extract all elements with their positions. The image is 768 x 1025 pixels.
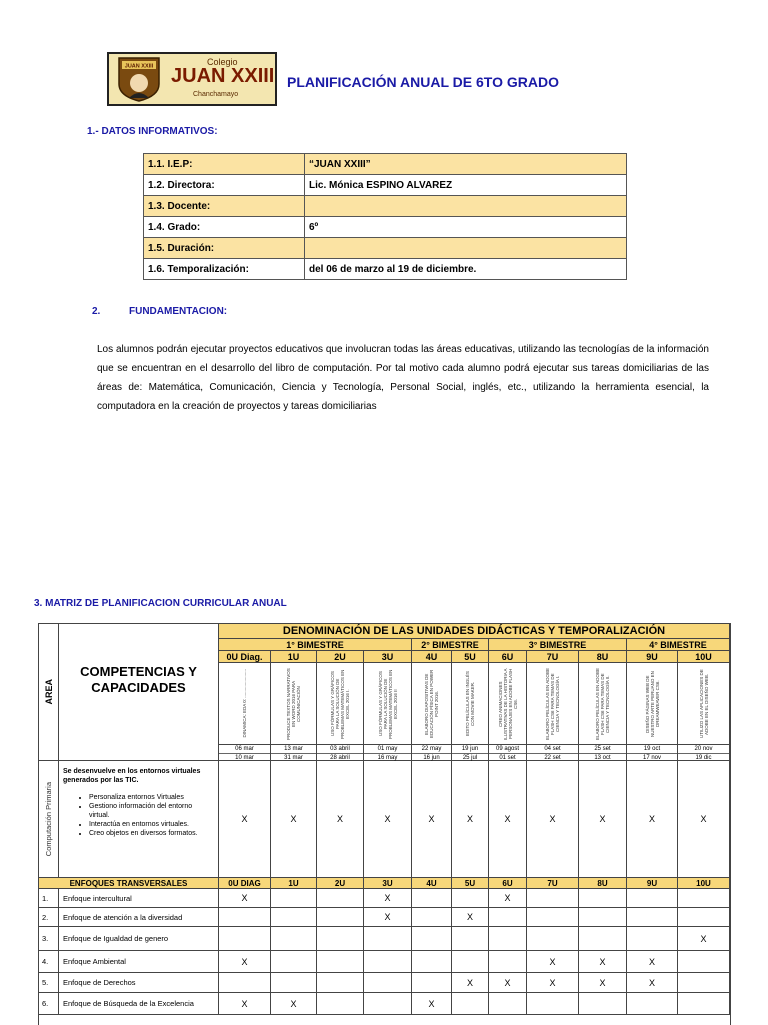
enfoque-mark (452, 993, 489, 1015)
capacidad-item: • Interactúa en entornos virtuales. (89, 820, 214, 829)
fecha-cell (412, 745, 452, 761)
enfoque-unidad-header: 3U (364, 878, 412, 889)
actividad-cell (527, 663, 579, 745)
enfoque-mark: X (271, 993, 317, 1015)
enfoque-num: 1. (39, 889, 59, 908)
competencia-mark: X (579, 761, 627, 878)
enfoque-mark: X (412, 993, 452, 1015)
enfoque-mark (627, 993, 678, 1015)
actividad-label: CREO ANIMACIONES ILUSTRATIVAS DE LA HISTORIA A PERSONAJES EN ADOBE FLASH CS6. (497, 667, 518, 740)
section-3-heading: 3. MATRIZ DE PLANIFICACION CURRICULAR ANUAL (34, 598, 287, 609)
enfoque-unidad-header: 1U (271, 878, 317, 889)
fecha-inicio: 25 set (579, 745, 626, 754)
enfoque-num: 4. (39, 951, 59, 973)
unidad-header: 0U Diag. (219, 651, 271, 663)
unidad-header: 1U (271, 651, 317, 663)
datos-value: 6º (305, 217, 627, 238)
unidad-header: 9U (627, 651, 678, 663)
fecha-cell (271, 745, 317, 761)
actividad-cell (627, 663, 678, 745)
datos-table (143, 153, 627, 280)
fecha-fin: 13 oct (594, 755, 611, 761)
area-name-cell (39, 761, 59, 878)
datos-value: “JUAN XXIII” (305, 154, 627, 175)
enfoque-mark (627, 889, 678, 908)
enfoque-mark (412, 908, 452, 927)
enfoque-mark (317, 993, 364, 1015)
enfoque-num: 2. (39, 908, 59, 927)
datos-key: 1.3. Docente: (144, 196, 305, 217)
datos-key: 1.6. Temporalización: (144, 259, 305, 280)
enfoque-mark (412, 973, 452, 993)
enfoque-mark: X (627, 951, 678, 973)
enfoque-unidad-header: 0U DIAG (219, 878, 271, 889)
datos-key: 1.5. Duración: (144, 238, 305, 259)
enfoques-header: ENFOQUES TRANSVERSALES (39, 878, 219, 889)
competencia-mark: X (527, 761, 579, 878)
fecha-fin: 22 set (544, 755, 561, 761)
fecha-inicio: 13 mar (271, 745, 316, 754)
enfoque-mark (489, 993, 527, 1015)
datos-key: 1.1. I.E.P: (144, 154, 305, 175)
actividad-label: ELABORO PELÍCULAS EN ADOBE FLASH CS6 PARA TEMAS DE CIENCIA Y TECNOLOGÍA I. (545, 667, 560, 740)
actividad-label: PRODUCE TEXTOS NARRATIVOS EN WORD 2016 PARA COMUNICACIÓN (286, 667, 301, 740)
enfoque-mark (317, 951, 364, 973)
fecha-fin: 16 jun (423, 755, 440, 761)
fecha-fin: 10 mar (235, 755, 254, 761)
actividad-label: UTILIZO LAS APLICACIONES DE ADOBE EN EL DISEÑO WEB. (698, 669, 709, 738)
fecha-inicio: 19 jun (452, 745, 488, 754)
actividad-cell (219, 663, 271, 745)
enfoque-mark: X (219, 951, 271, 973)
enfoque-name: Enfoque Ambiental (59, 951, 219, 973)
unidad-header: 4U (412, 651, 452, 663)
datos-value (305, 196, 627, 217)
curriculum-matrix (38, 623, 731, 1025)
section-2-number: 2. (92, 306, 101, 317)
enfoque-mark (678, 908, 730, 927)
enfoque-name: Enfoque de Igualdad de genero (59, 927, 219, 951)
actividad-cell (317, 663, 364, 745)
fecha-fin: 25 jul (462, 755, 478, 761)
enfoque-mark (579, 927, 627, 951)
enfoque-mark (627, 927, 678, 951)
logo-name: JUAN XXIII (171, 65, 275, 87)
enfoque-mark (678, 973, 730, 993)
enfoque-mark (412, 927, 452, 951)
datos-value: Lic. Mónica ESPINO ALVAREZ (305, 175, 627, 196)
enfoque-mark (527, 908, 579, 927)
enfoque-unidad-header: 2U (317, 878, 364, 889)
enfoque-mark: X (627, 973, 678, 993)
enfoque-mark (317, 889, 364, 908)
actividad-label: EDITO PELÍCULAS EN INGLÉS CON MOVIE MAKER. (465, 671, 475, 736)
enfoque-mark (219, 973, 271, 993)
fecha-fin: 31 mar (284, 755, 303, 761)
datos-key: 1.2. Directora: (144, 175, 305, 196)
enfoque-mark (317, 908, 364, 927)
enfoque-mark: X (219, 889, 271, 908)
unidad-header: 8U (579, 651, 627, 663)
enfoque-mark (219, 908, 271, 927)
enfoque-mark (489, 908, 527, 927)
enfoque-name: Enfoque de Derechos (59, 973, 219, 993)
enfoque-mark: X (452, 908, 489, 927)
enfoque-mark (527, 927, 579, 951)
competencia-mark: X (489, 761, 527, 878)
enfoque-mark (412, 889, 452, 908)
bimestre-2: 2° BIMESTRE (412, 639, 489, 651)
enfoque-mark (271, 889, 317, 908)
competencia-mark: X (271, 761, 317, 878)
enfoque-name: Enfoque de Búsqueda de la Excelencia (59, 993, 219, 1015)
enfoque-mark: X (678, 927, 730, 951)
datos-row (144, 217, 627, 238)
area-header (39, 624, 59, 761)
enfoque-mark (579, 889, 627, 908)
datos-value (305, 238, 627, 259)
fecha-cell (527, 745, 579, 761)
enfoque-mark: X (489, 973, 527, 993)
enfoque-name: Enfoque intercultural (59, 889, 219, 908)
enfoque-mark: X (527, 951, 579, 973)
unidad-header: 7U (527, 651, 579, 663)
enfoque-mark (489, 951, 527, 973)
enfoque-mark (579, 908, 627, 927)
enfoque-num: 6. (39, 993, 59, 1015)
fecha-cell (452, 745, 489, 761)
actividad-label: ELABORO DIAPOSITIVAS DE EDUCACIÓN FÍSICA EN POWER POINT 2016. (424, 669, 439, 738)
fecha-inicio: 19 oct (627, 745, 677, 754)
denominacion-header: DENOMINACIÓN DE LAS UNIDADES DIDÁCTICAS Y TEMPORALIZACIÓN (219, 624, 730, 639)
enfoque-mark: X (364, 908, 412, 927)
actividad-label: USO FÓRMULAS Y GRÁFICOS PARA LA SOLUCIÓN DE PROBLEMAS MATEMÁTICOS EN EXCEL 2016 I. (330, 668, 350, 739)
enfoque-mark (271, 951, 317, 973)
enfoque-mark: X (452, 973, 489, 993)
actividad-cell (452, 663, 489, 745)
fecha-inicio: 22 may (412, 745, 451, 754)
enfoque-mark (412, 951, 452, 973)
enfoque-mark (219, 927, 271, 951)
competencia-mark: X (219, 761, 271, 878)
datos-row (144, 196, 627, 217)
enfoque-unidad-header: 8U (579, 878, 627, 889)
enfoque-mark (364, 951, 412, 973)
actividad-cell (579, 663, 627, 745)
enfoque-mark (678, 951, 730, 973)
fecha-inicio: 03 abril (317, 745, 363, 754)
fecha-fin: 17 nov (642, 755, 661, 761)
shield-label: JUAN XXIII (124, 63, 154, 70)
enfoque-mark: X (527, 973, 579, 993)
bimestre-1: 1° BIMESTRE (219, 639, 412, 651)
fecha-fin: 01 set (499, 755, 516, 761)
fecha-cell (219, 745, 271, 761)
enfoque-mark: X (489, 889, 527, 908)
enfoque-mark (364, 993, 412, 1015)
enfoque-mark (271, 908, 317, 927)
fundamentacion-text: Los alumnos podrán ejecutar proyectos educativos que involucran todas las áreas educativas, utilizando las tecnologías de la información que se encuentran en el desarrollo del libro de computación. Por tal motivo cada alumno podrá ejecutar sus tareas domiciliarias de las áreas de: Matemática, Comunicación, Ciencia y Tecnología, Personal Social, inglés, etc., utilizando la herramienta esencial, la computadora en la creación de proyectos y tareas domiciliarias (97, 344, 709, 412)
enfoque-mark (317, 973, 364, 993)
enfoque-mark (678, 889, 730, 908)
capacidad-item: • Creo objetos en diversos formatos. (89, 829, 214, 838)
fecha-cell (627, 745, 678, 761)
logo-place: Chanchamayo (193, 91, 239, 98)
fecha-fin: 28 abril (330, 755, 350, 761)
fecha-fin: 19 dic (695, 755, 712, 761)
enfoque-mark (317, 927, 364, 951)
competencias-header (59, 624, 219, 761)
enfoque-mark: X (219, 993, 271, 1015)
actividad-cell (489, 663, 527, 745)
enfoque-unidad-header: 5U (452, 878, 489, 889)
competencia-mark: X (452, 761, 489, 878)
competencia-cell (59, 761, 219, 878)
enfoque-unidad-header: 4U (412, 878, 452, 889)
fecha-cell (678, 745, 730, 761)
competencia-mark: X (364, 761, 412, 878)
enfoque-mark (527, 993, 579, 1015)
enfoque-mark (579, 993, 627, 1015)
fecha-inicio: 09 agost (489, 745, 526, 754)
enfoque-mark (364, 927, 412, 951)
competencia-mark: X (412, 761, 452, 878)
unidad-header: 5U (452, 651, 489, 663)
competencia-mark: X (317, 761, 364, 878)
fecha-inicio: 06 mar (219, 745, 270, 754)
datos-row (144, 238, 627, 259)
competencia-mark: X (627, 761, 678, 878)
enfoque-num: 5. (39, 973, 59, 993)
fecha-inicio: 04 set (527, 745, 578, 754)
actividad-cell (271, 663, 317, 745)
competencia-title: Se desenvuelve en los entornos virtuales generados por las TIC. (63, 768, 201, 784)
logo-colegio: Colegio (207, 57, 238, 67)
fecha-inicio: 20 nov (678, 745, 729, 754)
fecha-cell (489, 745, 527, 761)
datos-row (144, 175, 627, 196)
enfoque-mark (527, 889, 579, 908)
unidad-header: 6U (489, 651, 527, 663)
fecha-cell (579, 745, 627, 761)
datos-row (144, 154, 627, 175)
actividad-cell (364, 663, 412, 745)
enfoque-mark: X (364, 889, 412, 908)
actividad-label: USO FÓRMULAS Y GRÁFICOS PARA LA SOLUCIÓN DE PROBLEMAS MATEMÁTICOS EN EXCEL 2016 II (377, 668, 398, 739)
enfoque-mark (489, 927, 527, 951)
competencias-header-label: COMPETENCIAS Y CAPACIDADES (80, 664, 197, 695)
section-1-heading: 1.- DATOS INFORMATIVOS: (87, 126, 218, 137)
datos-value: del 06 de marzo al 19 de diciembre. (305, 259, 627, 280)
school-logo (107, 52, 277, 106)
actividad-cell (412, 663, 452, 745)
enfoque-unidad-header: 6U (489, 878, 527, 889)
competencia-mark: X (678, 761, 730, 878)
enfoque-unidad-header: 9U (627, 878, 678, 889)
enfoque-mark: X (579, 973, 627, 993)
capacidades-list (63, 793, 214, 838)
actividad-label: DISEÑO PÁGINAS WEB DE NUESTRO ARTE PERUANO EN DREAMWEAVER CS6. (644, 670, 660, 737)
datos-key: 1.4. Grado: (144, 217, 305, 238)
area-header-label: AREA (43, 679, 54, 705)
enfoque-mark (678, 993, 730, 1015)
enfoque-mark (364, 973, 412, 993)
unidad-header: 3U (364, 651, 412, 663)
fecha-cell (364, 745, 412, 761)
school-shield-icon (117, 56, 161, 102)
enfoque-mark (452, 927, 489, 951)
area-name: Computación Primaria (44, 781, 53, 857)
enfoque-mark (452, 951, 489, 973)
enfoque-mark (271, 927, 317, 951)
capacidad-item: • Personaliza entornos Virtuales (89, 793, 214, 802)
page-title: PLANIFICACIÓN ANUAL DE 6TO GRADO (287, 74, 559, 90)
fecha-fin: 16 may (377, 755, 398, 761)
bimestre-4: 4° BIMESTRE (627, 639, 730, 651)
capacidad-item: • Gestiono información del entorno virtual. (89, 802, 214, 820)
actividad-cell (678, 663, 730, 745)
fecha-inicio: 01 may (364, 745, 411, 754)
enfoque-name: Enfoque de atención a la diversidad (59, 908, 219, 927)
unidad-header: 10U (678, 651, 730, 663)
section-2-heading: FUNDAMENTACION: (129, 306, 228, 317)
enfoque-mark: X (579, 951, 627, 973)
actividad-label: DINAMICA: EDA 0: ....................... (242, 669, 247, 738)
enfoque-unidad-header: 7U (527, 878, 579, 889)
enfoque-mark (627, 908, 678, 927)
bimestre-3: 3° BIMESTRE (489, 639, 627, 651)
enfoque-unidad-header: 10U (678, 878, 730, 889)
unidad-header: 2U (317, 651, 364, 663)
enfoque-num: 3. (39, 927, 59, 951)
enfoque-mark (452, 889, 489, 908)
datos-row (144, 259, 627, 280)
fecha-cell (317, 745, 364, 761)
actividad-label: ELABORO PELÍCULAS EN ADOBE FLASH CS6 PARA TEMAS DE CIENCIA Y TECNOLOGÍA II. (595, 667, 610, 740)
enfoque-mark (271, 973, 317, 993)
